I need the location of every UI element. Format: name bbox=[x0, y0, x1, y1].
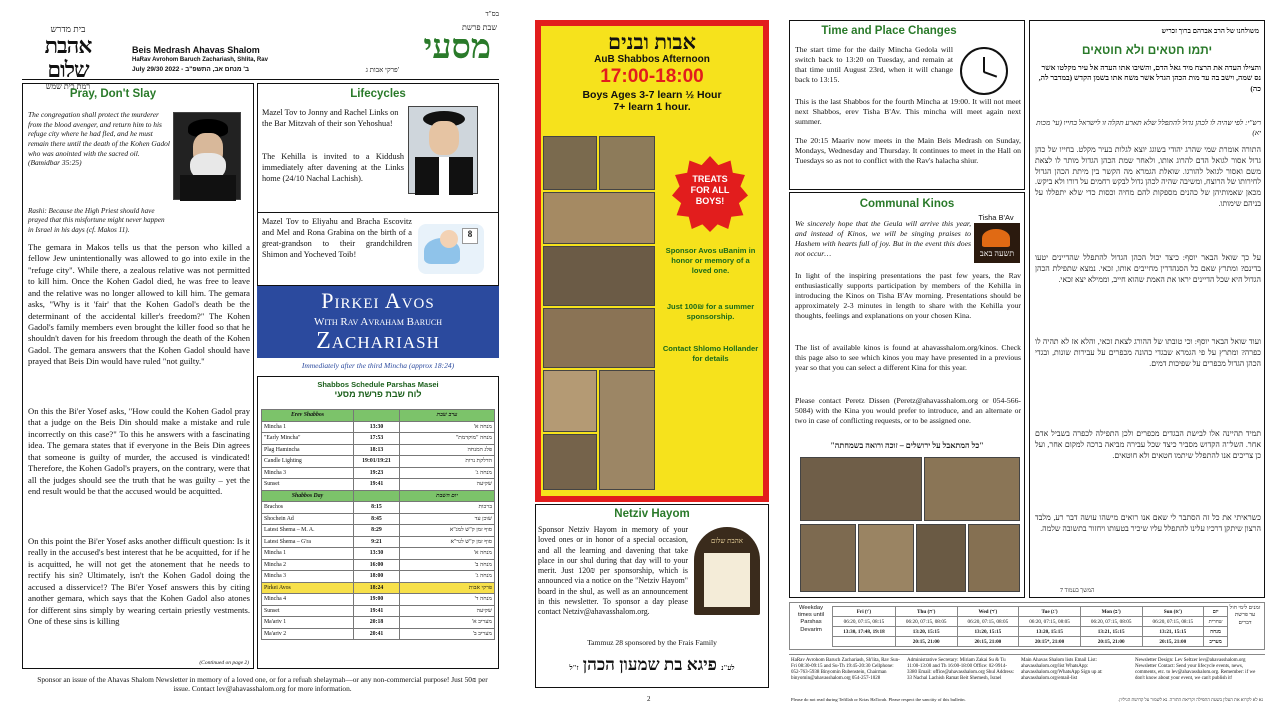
avos-with: With Rav Avraham Baruch bbox=[313, 316, 443, 328]
masthead-info bbox=[132, 45, 268, 75]
sched-row: Mincha 3 19:23 מנחה ג' bbox=[262, 467, 495, 479]
page-number: בס"ד bbox=[485, 10, 499, 18]
parsha-label: שבת פרשת bbox=[461, 23, 497, 32]
sched-row: Plag Hamincha 18:13 פלג המנחה bbox=[262, 444, 495, 456]
pasuk-quote: The congregation shall protect the murderer from the blood avenger, and return him to his refuge city where he had fled, and he must remain there until the death of the Kohen Gadol who was anointed with the sacred oil. (Bamidbar 35:25) bbox=[28, 110, 170, 168]
lifecycles-title: Lifecycles bbox=[350, 88, 406, 100]
article-title: Pray, Don't Slay bbox=[69, 88, 157, 100]
photo-5 bbox=[543, 308, 655, 368]
flyer-header bbox=[541, 26, 763, 134]
org-name: Beis Medrash Ahavas Shalom bbox=[132, 45, 260, 55]
schedule-title: Shabbos Schedule Parshas Masei bbox=[317, 380, 439, 389]
sched-row-highlight: Pirkei Avos 18:24 פרקי אבות bbox=[262, 582, 495, 594]
time-place-title: Time and Place Changes bbox=[821, 25, 957, 37]
hebrew-pasuk: והצילו העדה את הרצח מיד גאל הדם, והשיבו אתו העדה אל עיר מקלטו אשר נס שמה, וישב בה עד מות הכהן הגדל אשר משח אתו בשמן הקדש (במדבר לה, כה) bbox=[1038, 63, 1261, 93]
weekday-times bbox=[789, 602, 1265, 650]
sponsor-contact: Contact Shlomo Hollander for details bbox=[662, 344, 759, 363]
sched-row: Brachos 8:15 ברכות bbox=[262, 502, 495, 514]
photo-4 bbox=[543, 246, 655, 306]
day-header: Shabbos Day bbox=[262, 490, 354, 502]
photo-3 bbox=[543, 192, 655, 244]
photo-6 bbox=[543, 370, 597, 432]
sched-row: Ma'ariv 2 20:41 מעריב ב' bbox=[262, 628, 495, 640]
photo-7 bbox=[599, 370, 655, 490]
hebrew-dedication: משולחנו של הרב אברהם ברוך זכריש bbox=[1161, 27, 1259, 35]
netziv-sign: אהבת שלום bbox=[710, 537, 743, 545]
avos-name: Zachariash bbox=[316, 328, 440, 354]
issue-date: July 29/30 2022 - ב' מנחם אב, התשפ"ב bbox=[132, 66, 250, 73]
parsha-title: מסעי bbox=[423, 29, 491, 66]
rav-name: HaRav Avrohom Baruch Zachariash, Shlita, Rav bbox=[132, 57, 268, 63]
lifecycle-1-kiddush: The Kehilla is invited to a Kiddush immediately after davening at the Links home (24/10 Nachal Lachish). bbox=[262, 152, 404, 183]
article-para-1: The gemara in Makos tells us that the person who killed a fellow Jew unintentionally was allowed to go into exile in the "refuge city". While there, a zealous relative was not permitted to kill him. Once the Kohen Gadol died, he was free to leave and the relative was no longer allowed to kill him. The gemara asks, "Why is it 'fair' that the Kohen Gadol's death be the determinant of the accidental killer's freedom?" The Kohen Gadol's family members even brought the killer food so that he shouldn't daven for his freedom through the death of the Kohen Gadol. The gemara answers that the Kohen Gadol should have prayed that Beis Din would have ruled "not guilty." bbox=[28, 242, 250, 367]
sched-row: Latest Shema – M. A. 8:29 סוף זמן ק"ש למג"א bbox=[262, 525, 495, 537]
rav-photo bbox=[173, 112, 241, 200]
footer-office: Administrative Secretary: Miriam Zakai Su & Tu 11:00-13:00 and Th 16:00-18:00 Office: 02-9914-3380 Email: office@ahavasshalom.org Shul Address: 33 Nachal Lachish Ramat Beit Shemesh, Israel bbox=[907, 658, 1015, 681]
sched-row: Sunset 19:41 שקיעה bbox=[262, 605, 495, 617]
page-3 bbox=[785, 0, 1280, 720]
clock-icon bbox=[960, 47, 1008, 95]
footer-lists: Main Ahavas Shalom lists Email List: ahavasshalom.org/list WhatsApp: ahavasshalom.org/WhatsApp Sign up at: ahavasshalom.org/email-list bbox=[1021, 658, 1103, 681]
sched-row: Mincha 3 18:00 מנחה ג' bbox=[262, 571, 495, 583]
netziv-text: Sponsor Netziv Hayom in memory of your loved ones or in honor of a special occasion, and all the learning and davening that take place in our shul during that day will to your merit. Just 120₪ per sponsorship, which is announced via a notice on the "Netziv Hayom" board in the shul, as well as an announcement in this newsletter. To sponsor a day please contact Netziv@ahavasshalom.org. bbox=[538, 525, 688, 617]
masthead bbox=[22, 10, 499, 91]
kinos-photo-3 bbox=[800, 524, 856, 592]
photo-1 bbox=[543, 136, 597, 190]
logo-bottom: רמת בית שמש bbox=[45, 82, 91, 91]
flyer-ages-1: Boys Ages 3-7 learn ½ Hour bbox=[582, 89, 722, 101]
kinos-para-3: Please contact Peretz Dissen (Peretz@ahavasshalom.org or 054-566-5084) with the Kina you would prefer to introduce, and an alternate or two in case of conflicting requests, or to be assigned one. bbox=[795, 396, 1021, 425]
hebrew-rashi: רש"י: לפי שהיה לו לכהן גדול להתפלל שלא תארע תקלה זו לישראל בחייו (עי' מכות יא) bbox=[1036, 119, 1261, 137]
sponsor-footer: Sponsor an issue of the Ahavas Shalom Newsletter in memory of a loved one, or for a refuah shelaymah—or any non-commercial purpose! Just 50₪ per issue. Contact lev@ahavasshalom.org for more information. bbox=[37, 675, 488, 694]
time-change-2: This is the last Shabbos for the fourth Mincha at 19:00. It will not meet next Shabbos, erev Tisha B'Av. This mincha will meet again next summer. bbox=[795, 97, 1021, 127]
kinos-para-2: The list of available kinos is found at ahavasshalom.org/kinos. Check this page also to see which kinos you may have presented in a previous year so that you can select a different Kina for this year. bbox=[795, 343, 1021, 372]
hebrew-body-1: התורה אומרת שמי שהרג יהודי בשוגג יוצא לגלות בעיר מקלט. בחייו של כהן גדול אסור לגואל הדם להרוג אותו, ולאחר שמת הכהן הגדול מותר לו לצאת משם ואסור לגואל להורגו. שואלת הגמרא מה הקשר בין מיתת הכהן הגדול לחירותו של הרוצח, ומשיבה שהיה לכהן גדול לבקש רחמים על דורו ולא ביקש. מכאן שאמותיהן של כהנים מספקות להם מחיה וכסות כדי שלא יתפללו על בניהם שימותו. bbox=[1035, 145, 1261, 208]
footer-newsletter: Newsletter Design: Lev Seltzer lev@ahavasshalom.org Newsletter Contact: Send your lifecycle events, news, comments, etc. to lev@ahavasshalom.org. Remember: if we don't know about your event, we can't publish it! bbox=[1135, 658, 1256, 681]
shabbos-schedule bbox=[257, 376, 499, 669]
sched-row: Shochein Ad 8:45 שוכן עד bbox=[262, 513, 495, 525]
sponsor-text: Sponsor Avos uBanim in honor or memory of a loved one. bbox=[665, 246, 756, 275]
sched-row: Mincha 4 19:00 מנחה ד' bbox=[262, 594, 495, 606]
footer-rav: HaRav Avrohom Baruch Zachariash, Sh'lita, Rav Sun-Fri 08:30-09:15 and Su-Th 19:45-20:30 Cellphone: 052-763-5938 Binyomin Rubenstein, Chairman binyomin@ahavasshalom.org 054-257-1028 bbox=[791, 658, 900, 681]
contact-footer bbox=[789, 654, 1265, 694]
sponsor-price: Just 100₪ for a summer sponsorship. bbox=[666, 302, 755, 321]
lifecycle-2: Mazel Tov to Eliyahu and Bracha Escovitz and Mel and Rona Grabina on the birth of a great-grandson to their grandchildren Shimon and Yocheved Toib! bbox=[262, 217, 412, 259]
footer-notice: Please do not read during Tefillah or Krias HaTorah. Please respect the sanctity of this bulletin. bbox=[791, 697, 966, 702]
day-header: Wed (ד') bbox=[957, 607, 1019, 617]
mincha-row: 13:30, 17:48, 19:18 13:20, 15:15 13:20, 15:15 13:20, 15:15 13:21, 15:15 13:21, 15:15 מנחה bbox=[833, 627, 1228, 637]
kinos-intro: We sincerely hope that the Geula will arrive this year, and instead of Kinos, we will be singing praises to Hashem with hearts full of joy. But in the event this does not occur… bbox=[795, 219, 971, 258]
erev-header-he: ערב שבת bbox=[400, 410, 495, 422]
tisha-bav-label: Tisha B'Av bbox=[978, 213, 1014, 222]
hebrew-body-5: כשראיתי את כל זה הסתבר לי שאם אנו רואים מישהו עושה דבר רע, מלבד הרצון שיתקן דרכיו עלינו להתפלל עליו שיכיר בטעותו ויחזור בתשובה שלמה. bbox=[1035, 513, 1261, 533]
avos-title: Pirkei Avos bbox=[321, 288, 435, 313]
day-header: יום bbox=[1204, 607, 1228, 617]
kinos-photo-6 bbox=[968, 524, 1020, 592]
page-number-2: 2 bbox=[647, 695, 651, 703]
tisha-bav-image bbox=[974, 223, 1020, 263]
lifecycle-1: Mazel Tov to Jonny and Rachel Links on the Bar Mitzvah of their son Yehoshua! bbox=[262, 108, 399, 128]
photo-collage bbox=[541, 134, 658, 496]
netziv-title: Netziv Hayom bbox=[614, 508, 690, 520]
kinos-photo-5 bbox=[916, 524, 966, 592]
flyer-title-he: אבות ובנים bbox=[608, 30, 696, 54]
rashi-quote: Rashi: Because the High Priest should have prayed that this misfortune might never happen in Israel in his days (cf. Makos 11). bbox=[28, 207, 165, 234]
avos-time: Immediately after the third Mincha (approx 18:24) bbox=[257, 358, 499, 374]
sched-row: Candle Lighting 19:01/19:21 הדלקת נרות bbox=[262, 456, 495, 468]
memorial-name bbox=[536, 655, 768, 675]
kinos-quote: "כל המתאבל על ירושלים – זוכה ורואה בשמחתה" bbox=[830, 441, 984, 450]
erev-header: Erev Shabbos bbox=[262, 410, 354, 422]
pirkei-chapter: פרקי אבות ג' bbox=[365, 66, 399, 74]
memorial-suffix: ז"ל bbox=[569, 664, 579, 672]
day-header-he: יום השבת bbox=[400, 490, 495, 502]
footer-notice-he: נא לא לקרוא את העלון בשעת התפילה וקריאת התורה. נא לשמור על קדושת הגיליון. bbox=[1118, 697, 1263, 702]
photo-2 bbox=[599, 136, 655, 190]
flyer-subtitle: AuB Shabbos Afternoon bbox=[594, 54, 710, 65]
time-change-3: The 20:15 Maariv now meets in the Main Beis Medrash on Sunday, Mondays, Wednesday and Thursday. It continues to meet in the Hall on Tuesdays so as not to conflict with the Rav's halacha shiur. bbox=[795, 136, 1021, 166]
flyer-sponsor-panel bbox=[658, 134, 763, 496]
sched-row: Latest Shema – G'ra 9:21 סוף זמן ק"ש לגר"א bbox=[262, 536, 495, 548]
weekday-label: Weekday times until Parshas Devarim bbox=[797, 605, 825, 633]
time-change-1: The start time for the daily Mincha Gedola will switch back to 13:20 on Tuesday, and remain at that time until August 23rd, when it will change back to 13:15. bbox=[795, 45, 953, 85]
hebrew-article bbox=[1029, 20, 1265, 598]
sched-row: Mincha 2 16:00 מנחה ב' bbox=[262, 559, 495, 571]
kinos-photo-2 bbox=[924, 457, 1020, 521]
hebrew-body-2: על כך שואל הבאר יוסף: כיצד יכול הכהן הגדול להתפלל שהדיינים יטעו בדינם? ומתרץ שאם כל הסנהדרין מחייבים אותו, זכאי. נמצא שתפילת הכהן הגדול היא שכל הדיינים יראו את האמת שהוא חייב, וממילא יצא זכאי. bbox=[1035, 253, 1261, 284]
tisha-bav-he: תשעה באב bbox=[979, 249, 1015, 258]
sched-row: Mincha 1 13:30 מנחה א' bbox=[262, 548, 495, 560]
communal-kinos bbox=[789, 192, 1025, 598]
sched-row: Mincha 1 13:30 מנחה א' bbox=[262, 421, 495, 433]
baby-icon: 8 bbox=[418, 224, 484, 274]
avos-ubanim-flyer bbox=[535, 20, 769, 502]
article-pray-dont-slay bbox=[22, 83, 254, 669]
article-para-3: On this point the Bi'er Yosef asks another difficult question: Is it really in the accused's best interest that he be acquitted, for if he is acquitted, he will not get the atonement that he needs to rectify his sin? Ultimately, isn't the Kohen Gadol doing the accused a disservice!? The Bi'er Yosef answers this by citing another gemara, which says that the Kohen Gadol also atones for different sins simply by wearing certain priestly vestments. One of these sins is killing bbox=[28, 536, 250, 626]
kinos-title: Communal Kinos bbox=[859, 198, 955, 210]
netziv-hayom bbox=[535, 504, 769, 688]
bar-mitzvah-photo bbox=[408, 106, 478, 194]
leilui-prefix: לע"נ bbox=[721, 664, 735, 672]
kinos-photo-4 bbox=[858, 524, 914, 592]
hebrew-body-3: ועוד שואל הבאר יוסף: וכי טובתו של ההורג לצאת זכאי, והלא אז לא תהיה לו כפרה? ומתרץ על פי הגמרא שבגדי כהונה מכפרים על עבירות שונות, ובגדי הכהן הגדול מכפרים על שפיכות דמים. bbox=[1035, 337, 1261, 368]
hebrew-continued: המשך בעמוד 7 bbox=[1060, 588, 1095, 594]
netziv-board-icon bbox=[694, 527, 760, 615]
hebrew-title: יתמו חטאים ולא חוטאים bbox=[1081, 43, 1213, 57]
shacharis-row: 06:20, 07:15, 08:15 06:20, 07:15, 08:05 06:20, 07:15, 08:05 06:20, 07:15, 08:05 06:20, 07:15, 08:05 06:20, 07:15, 08:15 שחרית bbox=[833, 617, 1228, 627]
logo bbox=[22, 24, 114, 91]
schedule-table bbox=[261, 409, 495, 640]
day-header: Fri (ו') bbox=[833, 607, 896, 617]
maariv-row: 20:15, 21:00 20:15, 21:00 20:15*, 21:00 20:15, 21:00 20:15, 21:00 מעריב bbox=[833, 637, 1228, 647]
hebrew-body-4: תמיד תהיינה אלו לבישת הבגדים מכפרים ולכן התפילה לכפרה בשביל אדם אחר. השל"ה הקדוש מסביר כיצד שכל עבירה מביאה ברכה למקום אחר, ועל כן צריכים אנו להתפלל שיתמו חטאים ולא חוטאים. bbox=[1035, 429, 1261, 460]
photo-8 bbox=[543, 434, 597, 490]
sched-row: Sunset 19:41 שקיעה bbox=[262, 479, 495, 491]
memorial-text: פיגא בת שמעון הכהן bbox=[582, 655, 717, 674]
kinos-photo-1 bbox=[800, 457, 922, 521]
tammuz-sponsor: Tammuz 28 sponsored by the Frais Family bbox=[587, 638, 717, 647]
article-para-2: On this the Bi'er Yosef asks, "How could the Kohen Gadol pray that a judge on the Beis Din should make a mistake and rule incorrectly on this case?" To this he answers with a fascinating idea. The gemara states that if everyone in the Beis Din agrees that someone is guilty of murder, the accused is vindicated! Therefore, the Kohen Gadol's prayers, on the contrary, were that all the judges should see the truth that he was guilty – yet the end result would be that the accused would be acquitted. bbox=[28, 406, 250, 496]
weekday-label-he: זמנים לימי חול עד פרשת דברים bbox=[1229, 605, 1261, 626]
day-header: Thu (ה') bbox=[895, 607, 957, 617]
day-header: Mon (ב') bbox=[1080, 607, 1142, 617]
logo-top: בית מדרש bbox=[50, 24, 86, 34]
logo-main: אהבת שלום bbox=[44, 33, 92, 82]
day-header: Tue (ג') bbox=[1019, 607, 1081, 617]
sched-row: Ma'ariv 1 20:18 מעריב א' bbox=[262, 617, 495, 629]
continued-note: (Continued on page 2) bbox=[199, 660, 249, 666]
day-header: Sun (א') bbox=[1142, 607, 1204, 617]
weekday-table bbox=[832, 606, 1228, 647]
flyer-time: 17:00-18:00 bbox=[600, 66, 704, 87]
lifecycles bbox=[257, 83, 499, 286]
kinos-para-1: In light of the inspiring presentations the past few years, the Rav enthusiastically supports participation by members of the Kehilla in introducing the Kinos on Tisha B'Av morning. Presentations should be approximately 2-3 minutes in length to share with the Kehilla your thoughts, feelings and explanations on your chosen Kina. bbox=[795, 271, 1021, 320]
page-1 bbox=[0, 0, 525, 720]
flyer-ages-2: 7+ learn 1 hour. bbox=[613, 101, 691, 113]
page-2 bbox=[527, 0, 777, 720]
treats-text: TREATS FOR ALL BOYS! bbox=[690, 174, 730, 206]
pirkei-avos-banner bbox=[257, 286, 499, 374]
schedule-title-he: לוח שבת פרשת מסעי bbox=[334, 389, 422, 399]
time-place-changes bbox=[789, 20, 1025, 190]
sched-row: "Early Mincha" 17:53 מנחה "מוקדמת" bbox=[262, 433, 495, 445]
